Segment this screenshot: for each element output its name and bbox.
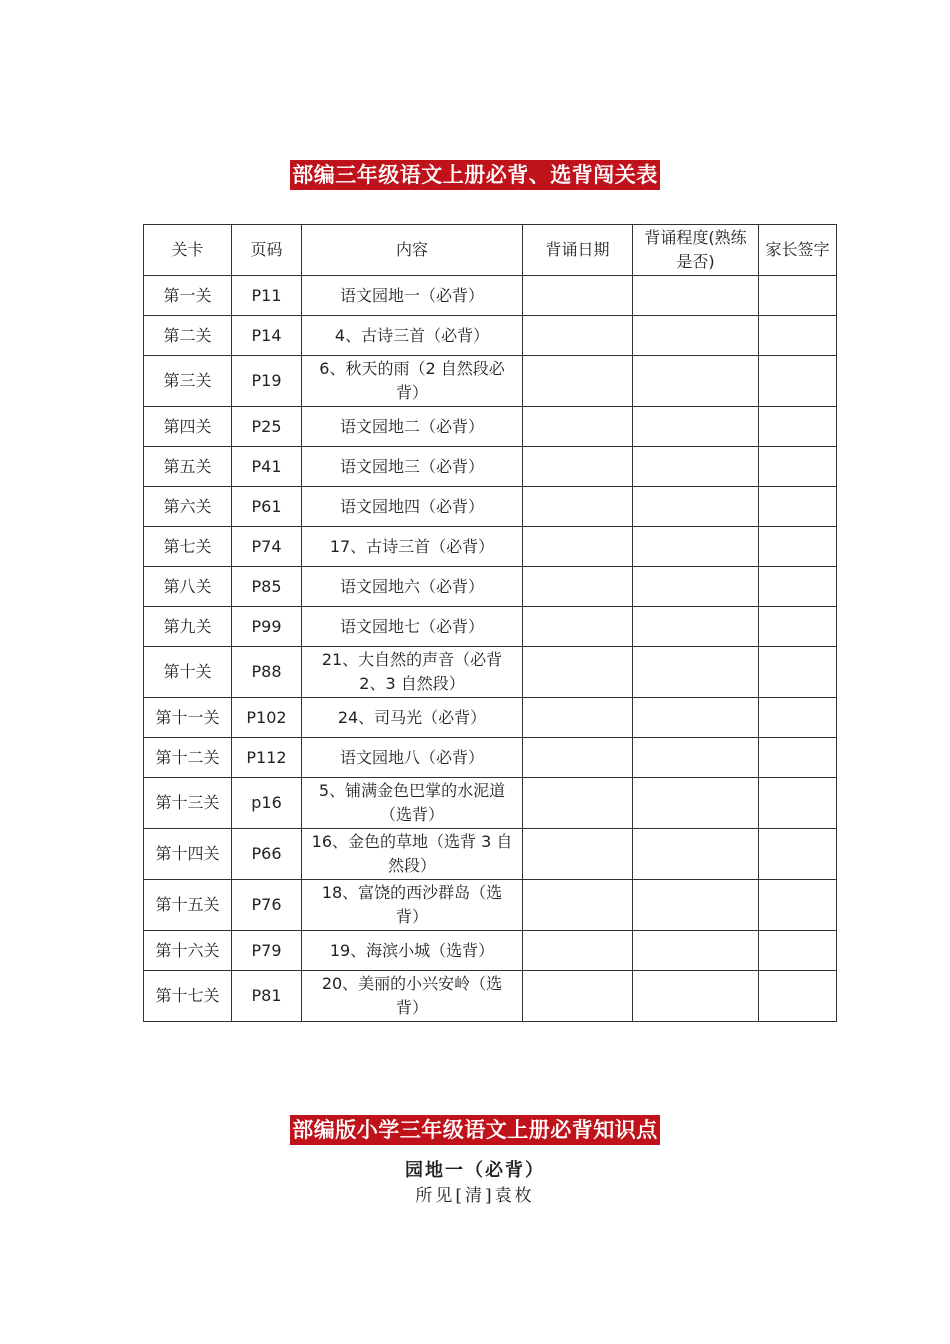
table-row xyxy=(144,276,837,316)
cell-page: P19 xyxy=(232,356,302,407)
cell-sign xyxy=(759,647,837,698)
table-row xyxy=(144,698,837,738)
cell-date xyxy=(523,971,633,1022)
table-row xyxy=(144,738,837,778)
table-title-text: 部编三年级语文上册必背、选背闯关表 xyxy=(290,160,660,190)
cell-page: P99 xyxy=(232,607,302,647)
cell-degree xyxy=(633,607,759,647)
cell-level: 第五关 xyxy=(144,447,232,487)
cell-date xyxy=(523,738,633,778)
cell-level: 第十五关 xyxy=(144,880,232,931)
cell-date xyxy=(523,407,633,447)
cell-date xyxy=(523,931,633,971)
cell-sign xyxy=(759,778,837,829)
cell-content: 18、富饶的西沙群岛（选背） xyxy=(302,880,523,931)
cell-level: 第十四关 xyxy=(144,829,232,880)
cell-content: 24、司马光（必背） xyxy=(302,698,523,738)
cell-level: 第六关 xyxy=(144,487,232,527)
cell-degree xyxy=(633,407,759,447)
table-row xyxy=(144,880,837,931)
cell-content: 语文园地八（必背） xyxy=(302,738,523,778)
recitation-table xyxy=(143,224,837,1022)
cell-date xyxy=(523,880,633,931)
cell-date xyxy=(523,527,633,567)
header-level: 关卡 xyxy=(144,225,232,276)
cell-level: 第七关 xyxy=(144,527,232,567)
cell-level: 第三关 xyxy=(144,356,232,407)
cell-content: 语文园地一（必背） xyxy=(302,276,523,316)
cell-content: 16、金色的草地（选背 3 自然段） xyxy=(302,829,523,880)
table-row xyxy=(144,356,837,407)
cell-content: 21、大自然的声音（必背 2、3 自然段） xyxy=(302,647,523,698)
cell-level: 第八关 xyxy=(144,567,232,607)
section-subtitle: 园地一（必背） xyxy=(405,1160,545,1181)
table-row xyxy=(144,971,837,1022)
table-row xyxy=(144,931,837,971)
cell-sign xyxy=(759,931,837,971)
cell-degree xyxy=(633,971,759,1022)
cell-page: P112 xyxy=(232,738,302,778)
cell-date xyxy=(523,698,633,738)
cell-sign xyxy=(759,487,837,527)
cell-page: P81 xyxy=(232,971,302,1022)
cell-page: P61 xyxy=(232,487,302,527)
table-row xyxy=(144,487,837,527)
cell-level: 第十二关 xyxy=(144,738,232,778)
cell-degree xyxy=(633,527,759,567)
cell-content: 语文园地三（必背） xyxy=(302,447,523,487)
knowledge-title xyxy=(0,1115,950,1145)
cell-date xyxy=(523,447,633,487)
header-page: 页码 xyxy=(232,225,302,276)
cell-content: 语文园地六（必背） xyxy=(302,567,523,607)
cell-degree xyxy=(633,647,759,698)
cell-page: P88 xyxy=(232,647,302,698)
header-content: 内容 xyxy=(302,225,523,276)
cell-degree xyxy=(633,356,759,407)
cell-date xyxy=(523,276,633,316)
cell-level: 第十六关 xyxy=(144,931,232,971)
cell-degree xyxy=(633,447,759,487)
cell-sign xyxy=(759,447,837,487)
cell-content: 5、铺满金色巴掌的水泥道（选背） xyxy=(302,778,523,829)
cell-page: P14 xyxy=(232,316,302,356)
cell-level: 第十关 xyxy=(144,647,232,698)
cell-degree xyxy=(633,738,759,778)
table-header-row xyxy=(144,225,837,276)
cell-date xyxy=(523,778,633,829)
cell-sign xyxy=(759,567,837,607)
cell-sign xyxy=(759,527,837,567)
cell-sign xyxy=(759,276,837,316)
cell-page: P41 xyxy=(232,447,302,487)
cell-degree xyxy=(633,276,759,316)
cell-degree xyxy=(633,829,759,880)
cell-page: P74 xyxy=(232,527,302,567)
cell-page: P102 xyxy=(232,698,302,738)
cell-sign xyxy=(759,607,837,647)
cell-page: P25 xyxy=(232,407,302,447)
cell-content: 19、海滨小城（选背） xyxy=(302,931,523,971)
cell-date xyxy=(523,356,633,407)
cell-sign xyxy=(759,698,837,738)
cell-degree xyxy=(633,698,759,738)
cell-content: 语文园地四（必背） xyxy=(302,487,523,527)
cell-content: 语文园地七（必背） xyxy=(302,607,523,647)
cell-page: p16 xyxy=(232,778,302,829)
poem-heading: 所见[清]袁枚 xyxy=(415,1186,535,1206)
cell-content: 语文园地二（必背） xyxy=(302,407,523,447)
cell-date xyxy=(523,829,633,880)
cell-content: 4、古诗三首（必背） xyxy=(302,316,523,356)
header-degree: 背诵程度(熟练是否) xyxy=(633,225,759,276)
cell-sign xyxy=(759,738,837,778)
cell-level: 第十三关 xyxy=(144,778,232,829)
cell-degree xyxy=(633,880,759,931)
knowledge-title-text: 部编版小学三年级语文上册必背知识点 xyxy=(290,1115,660,1145)
cell-level: 第四关 xyxy=(144,407,232,447)
cell-page: P76 xyxy=(232,880,302,931)
cell-date xyxy=(523,567,633,607)
header-sign: 家长签字 xyxy=(759,225,837,276)
cell-sign xyxy=(759,356,837,407)
table-title xyxy=(0,160,950,190)
cell-level: 第九关 xyxy=(144,607,232,647)
cell-date xyxy=(523,607,633,647)
table-row xyxy=(144,407,837,447)
table-row xyxy=(144,316,837,356)
table-row xyxy=(144,647,837,698)
cell-level: 第一关 xyxy=(144,276,232,316)
cell-degree xyxy=(633,778,759,829)
cell-degree xyxy=(633,931,759,971)
cell-sign xyxy=(759,829,837,880)
cell-degree xyxy=(633,487,759,527)
table-row xyxy=(144,607,837,647)
cell-date xyxy=(523,487,633,527)
cell-sign xyxy=(759,880,837,931)
cell-page: P11 xyxy=(232,276,302,316)
cell-content: 20、美丽的小兴安岭（选背） xyxy=(302,971,523,1022)
table-row xyxy=(144,829,837,880)
cell-sign xyxy=(759,971,837,1022)
cell-date xyxy=(523,647,633,698)
cell-level: 第十一关 xyxy=(144,698,232,738)
cell-sign xyxy=(759,407,837,447)
cell-page: P79 xyxy=(232,931,302,971)
table-row xyxy=(144,778,837,829)
cell-page: P85 xyxy=(232,567,302,607)
cell-content: 17、古诗三首（必背） xyxy=(302,527,523,567)
cell-content: 6、秋天的雨（2 自然段必背） xyxy=(302,356,523,407)
cell-degree xyxy=(633,316,759,356)
cell-date xyxy=(523,316,633,356)
cell-level: 第十七关 xyxy=(144,971,232,1022)
cell-sign xyxy=(759,316,837,356)
cell-level: 第二关 xyxy=(144,316,232,356)
header-date: 背诵日期 xyxy=(523,225,633,276)
cell-page: P66 xyxy=(232,829,302,880)
table-row xyxy=(144,567,837,607)
table-row xyxy=(144,527,837,567)
table-row xyxy=(144,447,837,487)
cell-degree xyxy=(633,567,759,607)
